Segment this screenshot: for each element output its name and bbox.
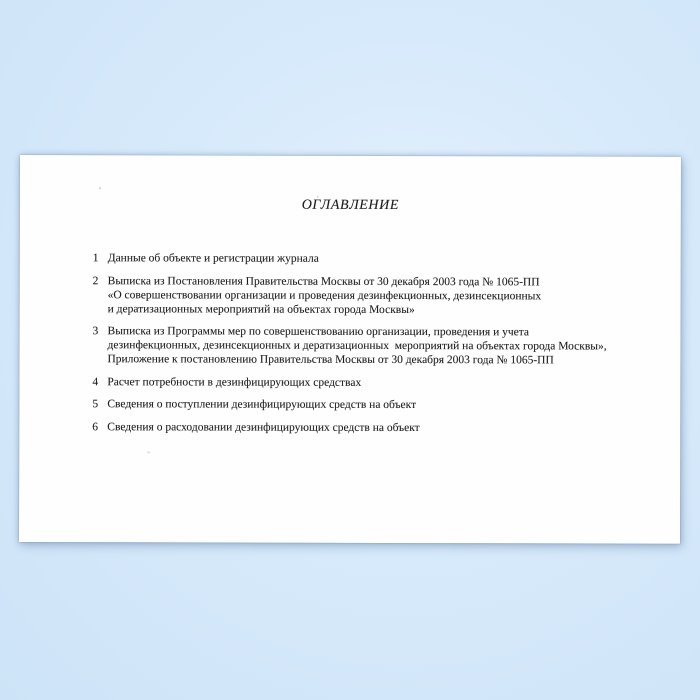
item-line: Выписка из Постановления Правительства Москвы от 30 декабря 2003 года № 1065-ПП — [107, 274, 540, 288]
item-text — [108, 251, 681, 267]
toc-item — [92, 397, 680, 413]
item-line: Сведения о поступлении дезинфицирующих средств на объект — [107, 398, 417, 412]
item-line: Выписка из Программы мер по совершенствованию организации, проведения и учета — [107, 325, 530, 339]
item-number: 2 — [92, 274, 99, 287]
item-number: 3 — [92, 325, 99, 338]
toc-list — [19, 251, 680, 435]
item-line: и дератизационных мероприятий на объектах города Москвы» — [107, 302, 415, 316]
document-paper — [19, 155, 681, 544]
scan-speck — [317, 196, 319, 198]
item-number: 4 — [92, 375, 99, 388]
toc-item — [92, 375, 680, 391]
item-text — [107, 397, 680, 413]
item-text — [107, 375, 680, 391]
item-number: 1 — [92, 252, 99, 265]
scan-speck — [147, 451, 150, 453]
toc-item — [93, 274, 681, 318]
scan-speck — [99, 187, 101, 189]
item-text — [108, 274, 681, 317]
toc-item — [92, 324, 680, 368]
item-line: Сведения о расходовании дезинфицирующих средств на объект — [107, 420, 420, 434]
page-title: ОГЛАВЛЕНИЕ — [301, 197, 400, 213]
item-line: дезинфекционных, дезинсекционных и дератизационных мероприятий на объектах города Москвы», — [107, 339, 607, 353]
item-text — [107, 324, 680, 367]
toc-item — [93, 251, 681, 267]
item-number: 6 — [92, 420, 99, 433]
item-text — [107, 420, 680, 436]
toc-item — [92, 420, 680, 436]
item-number: 5 — [92, 398, 99, 411]
item-line: Данные об объекте и регистрации журнала — [107, 252, 319, 265]
item-line: Приложение к постановлению Правительства Москвы от 30 декабря 2003 года № 1065-ПП — [107, 353, 554, 367]
item-line: «О совершенствовании организации и проведения дезинфекционных, дезинсекционных — [107, 288, 542, 302]
item-line: Расчет потребности в дезинфицирующих средствах — [107, 375, 362, 389]
